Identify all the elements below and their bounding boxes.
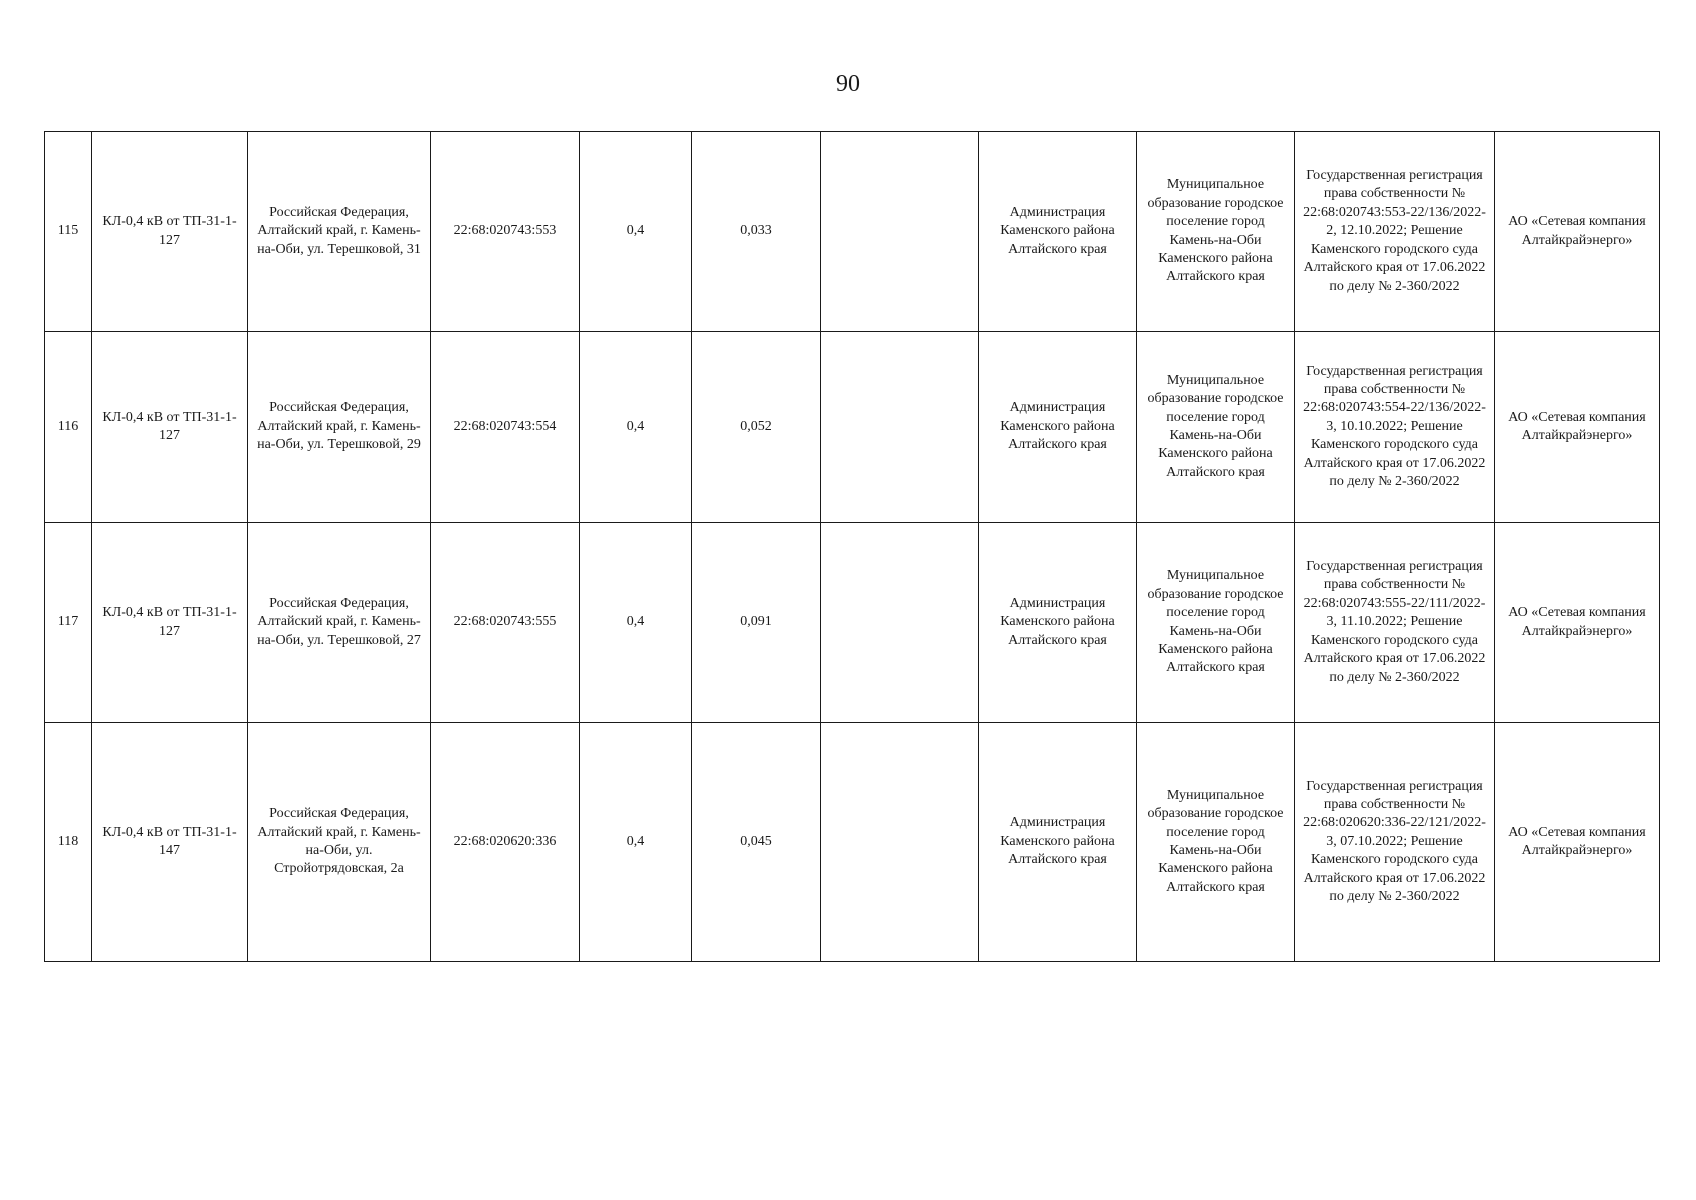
cadastral-number-cell: 22:68:020743:555 — [431, 523, 580, 723]
row-number-cell: 115 — [45, 132, 92, 332]
table-row — [45, 332, 1660, 523]
organization-cell: АО «Сетевая компания Алтайкрайэнерго» — [1495, 132, 1660, 332]
cadastral-number-cell: 22:68:020620:336 — [431, 723, 580, 962]
empty-cell — [821, 723, 979, 962]
address-cell: Российская Федерация, Алтайский край, г. Камень-на-Оби, ул. Терешковой, 29 — [248, 332, 431, 523]
administration-cell: Администрация Каменского района Алтайского края — [979, 332, 1137, 523]
cadastral-number-cell: 22:68:020743:553 — [431, 132, 580, 332]
row-number-cell: 116 — [45, 332, 92, 523]
length-cell: 0,091 — [692, 523, 821, 723]
organization-cell: АО «Сетевая компания Алтайкрайэнерго» — [1495, 723, 1660, 962]
municipality-cell: Муниципальное образование городское поселение город Камень-на-Оби Каменского района Алтайского края — [1137, 723, 1295, 962]
object-name-cell: КЛ-0,4 кВ от ТП-31-1-127 — [92, 132, 248, 332]
object-name-cell: КЛ-0,4 кВ от ТП-31-1-147 — [92, 723, 248, 962]
municipality-cell: Муниципальное образование городское поселение город Камень-на-Оби Каменского района Алтайского края — [1137, 523, 1295, 723]
address-cell: Российская Федерация, Алтайский край, г. Камень-на-Оби, ул. Стройотрядовская, 2а — [248, 723, 431, 962]
length-cell: 0,052 — [692, 332, 821, 523]
object-name-cell: КЛ-0,4 кВ от ТП-31-1-127 — [92, 523, 248, 723]
length-cell: 0,045 — [692, 723, 821, 962]
administration-cell: Администрация Каменского района Алтайского края — [979, 523, 1137, 723]
row-number-cell: 118 — [45, 723, 92, 962]
organization-cell: АО «Сетевая компания Алтайкрайэнерго» — [1495, 523, 1660, 723]
table-row — [45, 132, 1660, 332]
registration-cell: Государственная регистрация права собственности № 22:68:020620:336-22/121/2022-3, 07.10.2022; Решение Каменского городского суда Алтайского края от 17.06.2022 по делу № 2-360/2022 — [1295, 723, 1495, 962]
registration-cell: Государственная регистрация права собственности № 22:68:020743:553-22/136/2022-2, 12.10.2022; Решение Каменского городского суда Алтайского края от 17.06.2022 по делу № 2-360/2022 — [1295, 132, 1495, 332]
administration-cell: Администрация Каменского района Алтайского края — [979, 132, 1137, 332]
municipality-cell: Муниципальное образование городское поселение город Камень-на-Оби Каменского района Алтайского края — [1137, 332, 1295, 523]
empty-cell — [821, 523, 979, 723]
length-cell: 0,033 — [692, 132, 821, 332]
object-name-cell: КЛ-0,4 кВ от ТП-31-1-127 — [92, 332, 248, 523]
table-row — [45, 723, 1660, 962]
voltage-cell: 0,4 — [580, 132, 692, 332]
voltage-cell: 0,4 — [580, 723, 692, 962]
table-row — [45, 523, 1660, 723]
empty-cell — [821, 332, 979, 523]
page-number: 90 — [836, 71, 860, 97]
organization-cell: АО «Сетевая компания Алтайкрайэнерго» — [1495, 332, 1660, 523]
administration-cell: Администрация Каменского района Алтайского края — [979, 723, 1137, 962]
voltage-cell: 0,4 — [580, 332, 692, 523]
address-cell: Российская Федерация, Алтайский край, г. Камень-на-Оби, ул. Терешковой, 31 — [248, 132, 431, 332]
registry-table — [44, 131, 1660, 962]
municipality-cell: Муниципальное образование городское поселение город Камень-на-Оби Каменского района Алтайского края — [1137, 132, 1295, 332]
voltage-cell: 0,4 — [580, 523, 692, 723]
cadastral-number-cell: 22:68:020743:554 — [431, 332, 580, 523]
registration-cell: Государственная регистрация права собственности № 22:68:020743:555-22/111/2022-3, 11.10.2022; Решение Каменского городского суда Алтайского края от 17.06.2022 по делу № 2-360/2022 — [1295, 523, 1495, 723]
registration-cell: Государственная регистрация права собственности № 22:68:020743:554-22/136/2022-3, 10.10.2022; Решение Каменского городского суда Алтайского края от 17.06.2022 по делу № 2-360/2022 — [1295, 332, 1495, 523]
address-cell: Российская Федерация, Алтайский край, г. Камень-на-Оби, ул. Терешковой, 27 — [248, 523, 431, 723]
empty-cell — [821, 132, 979, 332]
row-number-cell: 117 — [45, 523, 92, 723]
